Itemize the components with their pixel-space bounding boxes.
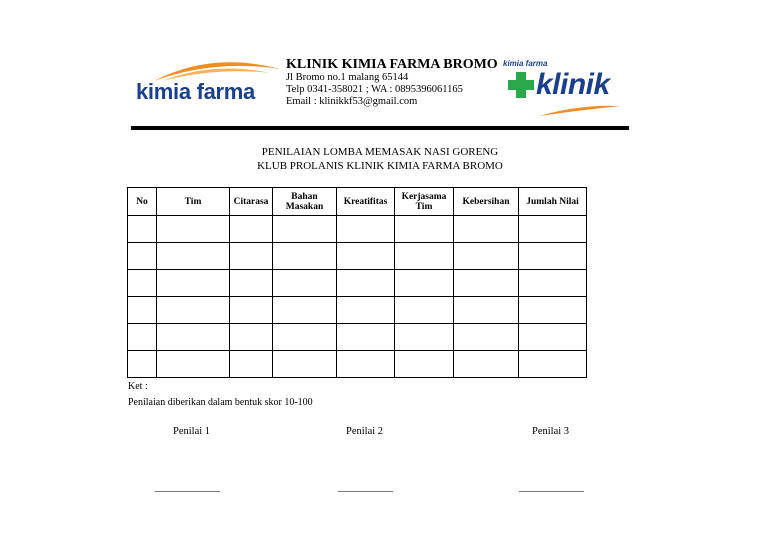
header-citarasa: Citarasa: [230, 188, 273, 216]
table-cell: [454, 216, 519, 243]
table-cell: [128, 324, 157, 351]
table-row: [128, 297, 587, 324]
judge-2-label: Penilai 2: [346, 426, 384, 437]
right-logo-wordmark: klinik: [536, 68, 610, 101]
table-cell: [519, 324, 587, 351]
table-cell: [395, 270, 454, 297]
scoring-note: Penilaian diberikan dalam bentuk skor 10-100: [128, 397, 313, 408]
table-cell: [230, 243, 273, 270]
table-cell: [519, 243, 587, 270]
table-row: [128, 351, 587, 378]
table-cell: [519, 270, 587, 297]
table-cell: [395, 324, 454, 351]
header-divider: [131, 126, 629, 130]
table-cell: [273, 297, 337, 324]
table-cell: [454, 351, 519, 378]
table-cell: [454, 324, 519, 351]
form-title-line1: PENILAIAN LOMBA MEMASAK NASI GORENG: [261, 146, 499, 158]
table-row: [128, 270, 587, 297]
judge-2-signature-line: ___________: [338, 482, 393, 493]
clinic-email: Email : klinikkf53@gmail.com: [286, 96, 418, 107]
table-cell: [128, 297, 157, 324]
table-cell: [519, 216, 587, 243]
table-cell: [273, 351, 337, 378]
judge-1-label: Penilai 1: [173, 426, 211, 437]
table-cell: [157, 216, 230, 243]
table-cell: [157, 351, 230, 378]
table-cell: [395, 351, 454, 378]
table-cell: [454, 297, 519, 324]
ket-label: Ket :: [128, 381, 148, 392]
table-cell: [395, 216, 454, 243]
table-row: [128, 324, 587, 351]
table-cell: [273, 243, 337, 270]
table-cell: [337, 216, 395, 243]
table-cell: [337, 324, 395, 351]
table-cell: [230, 216, 273, 243]
table-cell: [230, 351, 273, 378]
judge-3-signature-line: _____________: [519, 482, 584, 493]
table-cell: [128, 243, 157, 270]
table-cell: [395, 297, 454, 324]
table-header-row: [128, 188, 587, 216]
table-cell: [454, 270, 519, 297]
clinic-address: Jl Bromo no.1 malang 65144: [286, 72, 409, 83]
header-kerjasama-tim: Kerjasama Tim: [395, 188, 454, 216]
table-cell: [454, 243, 519, 270]
table-cell: [157, 324, 230, 351]
table-cell: [519, 297, 587, 324]
table-row: [128, 243, 587, 270]
header-jumlah-nilai: Jumlah Nilai: [519, 188, 587, 216]
table-cell: [337, 297, 395, 324]
clinic-phone: Telp 0341-358021 ; WA : 0895396061165: [286, 84, 463, 95]
judge-1-signature-line: _____________: [155, 482, 220, 493]
table-cell: [157, 297, 230, 324]
green-cross-icon: [507, 71, 535, 99]
kimia-farma-logo: [132, 55, 284, 107]
table-cell: [273, 216, 337, 243]
table-cell: [230, 324, 273, 351]
table-cell: [157, 243, 230, 270]
table-cell: [128, 270, 157, 297]
table-cell: [128, 351, 157, 378]
table-cell: [337, 270, 395, 297]
table-cell: [230, 270, 273, 297]
table-cell: [230, 297, 273, 324]
left-logo-wordmark: kimia farma: [136, 79, 255, 104]
right-logo-swoosh-icon: [537, 102, 623, 118]
judge-3-label: Penilai 3: [532, 426, 570, 437]
right-logo-small-text: kimia farma: [503, 59, 548, 68]
table-cell: [273, 270, 337, 297]
table-cell: [337, 351, 395, 378]
score-table: [127, 187, 587, 378]
header-bahan-masakan: Bahan Masakan: [273, 188, 337, 216]
header-kreatifitas: Kreatifitas: [337, 188, 395, 216]
table-cell: [519, 351, 587, 378]
table-cell: [395, 243, 454, 270]
header-tim: Tim: [157, 188, 230, 216]
table-cell: [273, 324, 337, 351]
table-cell: [337, 243, 395, 270]
table-cell: [157, 270, 230, 297]
clinic-name: KLINIK KIMIA FARMA BROMO: [286, 57, 498, 72]
table-cell: [128, 216, 157, 243]
form-title-line2: KLUB PROLANIS KLINIK KIMIA FARMA BROMO: [257, 160, 503, 172]
table-row: [128, 216, 587, 243]
klinik-logo: [497, 58, 627, 118]
header-no: No: [128, 188, 157, 216]
header-kebersihan: Kebersihan: [454, 188, 519, 216]
